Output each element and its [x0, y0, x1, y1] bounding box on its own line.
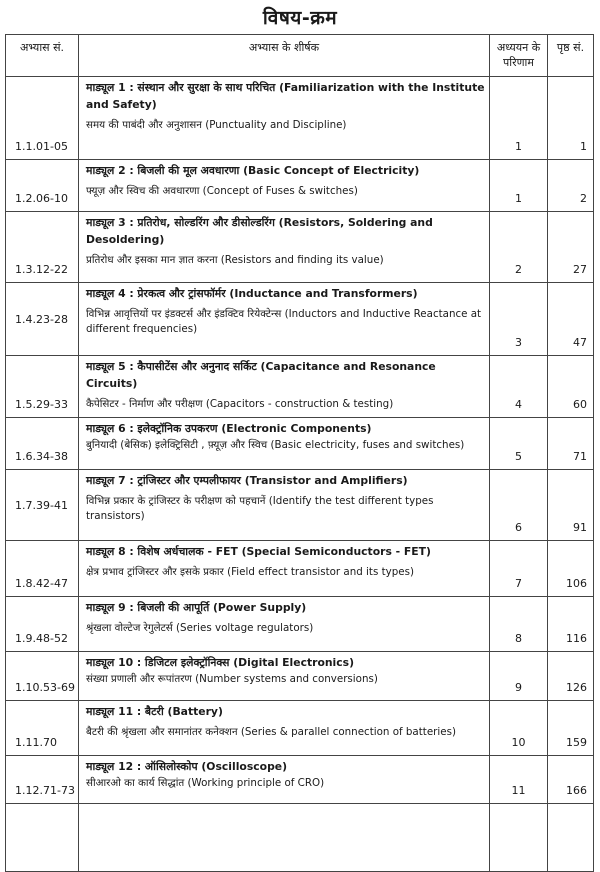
table-row — [6, 212, 594, 283]
outcome-number: 3 — [490, 283, 548, 356]
exercise-number: 1.6.34-38 — [6, 418, 79, 470]
exercise-number: 1.5.29-33 — [6, 356, 79, 418]
topic-title: श्रृंखला वोल्टेज रेगुलेटर्स (Series voltage regulators) — [86, 622, 314, 634]
outcome-number: 1 — [490, 160, 548, 212]
outcome-number: 10 — [490, 701, 548, 756]
table-row — [6, 597, 594, 652]
exercise-number: 1.7.39-41 — [6, 470, 79, 541]
page-title: विषय-क्रम — [262, 7, 338, 29]
module-title: माड्यूल 11 : बैटरी (Battery) — [86, 705, 223, 718]
exercise-number: 1.4.23-28 — [6, 283, 79, 356]
page-number: 2 — [548, 160, 594, 212]
module-title: माड्यूल 1 : संस्थान और सुरक्षा के साथ परिचित (Familiarization with the Institute and Safety) — [86, 81, 485, 111]
page-number: 116 — [548, 597, 594, 652]
page-number: 166 — [548, 756, 594, 804]
page-number: 1 — [548, 77, 594, 160]
page-number: 71 — [548, 418, 594, 470]
page-number: 159 — [548, 701, 594, 756]
page-number: 126 — [548, 652, 594, 701]
topic-title: क्षेत्र प्रभाव ट्रांजिस्टर और इसके प्रकार (Field effect transistor and its types) — [86, 566, 414, 578]
table-row — [6, 541, 594, 597]
page-number: 91 — [548, 470, 594, 541]
table-row — [6, 283, 594, 356]
module-title: माड्यूल 5 : कैपासीटेंस और अनुनाद सर्किट (Capacitance and Resonance Circuits) — [86, 360, 436, 390]
exercise-number: 1.11.70 — [6, 701, 79, 756]
contents-table — [5, 34, 594, 872]
table-row — [6, 470, 594, 541]
outcome-number: 7 — [490, 541, 548, 597]
page-number: 27 — [548, 212, 594, 283]
header-row — [6, 35, 594, 77]
exercise-number: 1.2.06-10 — [6, 160, 79, 212]
page-number: 47 — [548, 283, 594, 356]
topic-title: विभिन्न प्रकार के ट्रांजिस्टर के परीक्षण को पहचानें (Identify the test different types transistors) — [86, 495, 434, 522]
table-row — [6, 77, 594, 160]
exercise-number: 1.3.12-22 — [6, 212, 79, 283]
topic-title: विभिन्न आवृत्तियों पर इंडक्टर्स और इंडक्टिव रियेक्टेन्स (Inductors and Inductive Reactance at different frequencies) — [86, 308, 482, 335]
outcome-number: 6 — [490, 470, 548, 541]
outcome-number: 2 — [490, 212, 548, 283]
outcome-number: 5 — [490, 418, 548, 470]
module-title: माड्यूल 12 : ऑसिलोस्कोप (Oscilloscope) — [86, 760, 288, 773]
module-title: माड्यूल 10 : डिजिटल इलेक्ट्रॉनिक्स (Digital Electronics) — [86, 656, 355, 669]
topic-title: फ्यूज़ और स्विच की अवधारणा (Concept of Fuses & switches) — [86, 185, 358, 197]
table-row — [6, 756, 594, 804]
exercise-number: 1.1.01-05 — [6, 77, 79, 160]
outcome-number: 11 — [490, 756, 548, 804]
exercise-number: 1.8.42-47 — [6, 541, 79, 597]
topic-title: बैटरी की श्रृंखला और समानांतर कनेक्शन (Series & parallel connection of batteries) — [86, 726, 456, 738]
exercise-number: 1.10.53-69 — [6, 652, 79, 701]
outcome-number: 1 — [490, 77, 548, 160]
module-title: माड्यूल 6 : इलेक्ट्रॉनिक उपकरण (Electronic Components) — [86, 422, 372, 435]
header-outcome: अध्ययन के परिणाम — [490, 35, 548, 77]
module-title: माड्यूल 3 : प्रतिरोध, सोल्डरिंग और डीसोल्डरिंग (Resistors, Soldering and Desoldering) — [86, 216, 433, 246]
outcome-number: 9 — [490, 652, 548, 701]
table-row — [6, 356, 594, 418]
module-title: माड्यूल 7 : ट्रांजिस्टर और एम्पलीफायर (Transistor and Amplifiers) — [86, 474, 408, 487]
header-exercise-no: अभ्यास सं. — [6, 35, 79, 77]
exercise-number: 1.9.48-52 — [6, 597, 79, 652]
header-page-no: पृष्ठ सं. — [548, 35, 594, 77]
topic-title: संख्या प्रणाली और रूपांतरण (Number systems and conversions) — [86, 673, 378, 685]
topic-title: प्रतिरोध और इसका मान ज्ञात करना (Resistors and finding its value) — [86, 254, 384, 266]
page-number: 106 — [548, 541, 594, 597]
topic-title: समय की पाबंदी और अनुशासन (Punctuality and Discipline) — [86, 119, 347, 131]
table-row — [6, 418, 594, 470]
table-row — [6, 701, 594, 756]
outcome-number: 4 — [490, 356, 548, 418]
module-title: माड्यूल 9 : बिजली की आपूर्ति (Power Supply) — [86, 601, 307, 614]
outcome-number: 8 — [490, 597, 548, 652]
header-exercise-title: अभ्यास के शीर्षक — [79, 35, 490, 77]
module-title: माड्यूल 2 : बिजली की मूल अवधारणा (Basic Concept of Electricity) — [86, 164, 420, 177]
module-title: माड्यूल 4 : प्रेरकत्व और ट्रांसफॉर्मर (Inductance and Transformers) — [86, 287, 418, 300]
topic-title: कैपेसिटर - निर्माण और परीक्षण (Capacitors - construction & testing) — [86, 398, 394, 410]
topic-title: सीआरओ का कार्य सिद्धांत (Working principle of CRO) — [86, 777, 325, 789]
table-row — [6, 160, 594, 212]
page-number: 60 — [548, 356, 594, 418]
table-row — [6, 652, 594, 701]
table-row-empty — [6, 804, 594, 872]
exercise-number: 1.12.71-73 — [6, 756, 79, 804]
topic-title: बुनियादी (बेसिक) इलेक्ट्रिसिटी , फ़्यूज़ और स्विच (Basic electricity, fuses and switches) — [86, 439, 465, 451]
module-title: माड्यूल 8 : विशेष अर्धचालक - FET (Special Semiconductors - FET) — [86, 545, 431, 558]
